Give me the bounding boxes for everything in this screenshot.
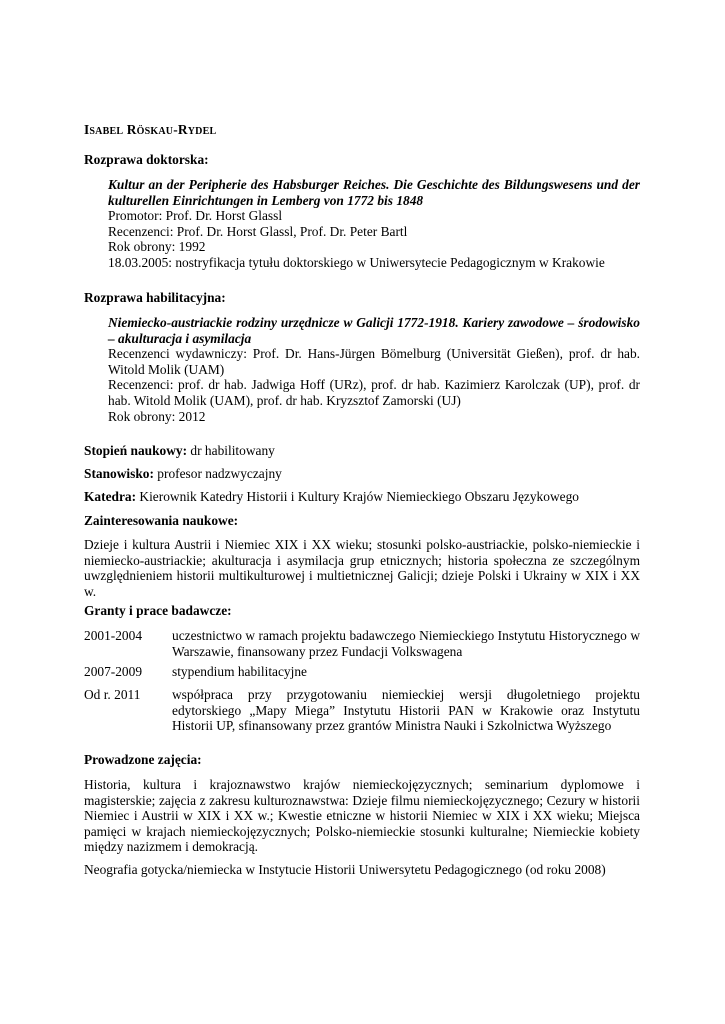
habilitation-publisher-reviewers: Recenzenci wydawniczy: Prof. Dr. Hans-Jürgen Bömelburg (Universität Gießen), prof. dr hab. Witold Molik (UAM) — [108, 346, 640, 377]
habilitation-reviewers: Recenzenci: prof. dr hab. Jadwiga Hoff (URz), prof. dr hab. Kazimierz Karolczak (UP), prof. dr hab. Witold Molik (UAM), prof. dr hab. Kryzsztof Zamorski (UJ) — [108, 377, 640, 408]
grant-date: 2001-2004 — [84, 628, 143, 643]
habilitation-section — [108, 315, 640, 424]
person-name: ISABEL RÖSKAU-RYDEL — [84, 122, 217, 137]
classes-text: Historia, kultura i krajoznawstwo krajów niemieckojęzycznych; seminarium dyplomowe i magisterskie; zajęcia z zakresu kulturoznawstwa: Dzieje filmu niemieckojęzycznego; Cezury w historii Niemiec i Austrii w XIX i XX w.; Kwestie etniczne w historii Niemiec w XIX i XX wieku; Miejsca pamięci w krajach niemieckojęzycznych; Polsko-niemieckie stosunki kulturalne; Niemieckie kobiety między nazizmem i demokracją. — [84, 777, 640, 855]
doctoral-promotor: Promotor: Prof. Dr. Horst Glassl — [108, 208, 283, 224]
grant-date: 2007-2009 — [84, 664, 143, 679]
habilitation-title: Niemiecko-austriackie rodziny urzędnicze w Galicji 1772-1918. Kariery zawodowe – środowisko – akulturacja i asymilacja — [108, 315, 640, 346]
doctoral-defense-year: Rok obrony: 1992 — [108, 239, 206, 255]
grant-text: stypendium habilitacyjne — [172, 664, 307, 679]
interests-heading: Zainteresowania naukowe: — [84, 513, 239, 528]
degree-value: dr habilitowany — [187, 443, 275, 458]
position-label: Stanowisko: — [84, 466, 154, 481]
department-line — [84, 489, 640, 505]
grant-text: współpraca przy przygotowaniu niemieckiej wersji długoletniego projektu edytorskiego „Mapy Miega” Instytutu Historii PAN w Krakowie oraz Instytutu Historii UP, sfinansowany przez grantów Ministra Nauki i Szkolnictwa Wyższego — [172, 687, 640, 734]
grant-date: Od r. 2011 — [84, 687, 141, 702]
doctoral-title: Kultur an der Peripherie des Habsburger Reiches. Die Geschichte des Bildungswesens und der kulturellen Einrichtungen in Lemberg von 1772 bis 1848 — [108, 177, 640, 208]
grant-text: uczestnictwo w ramach projektu badawczego Niemieckiego Instytutu Historycznego w Warszawie, finansowany przez Fundacji Volkswagena — [172, 628, 640, 659]
paleography-text: Neografia gotycka/niemiecka w Instytucie Historii Uniwersytetu Pedagogicznego (od roku 2008) — [84, 862, 606, 877]
doctoral-section — [108, 177, 640, 271]
classes-heading: Prowadzone zajęcia: — [84, 752, 202, 767]
doctoral-heading: Rozprawa doktorska: — [84, 152, 209, 167]
doctoral-reviewers: Recenzenci: Prof. Dr. Horst Glassl, Prof. Dr. Peter Bartl — [108, 223, 408, 239]
habilitation-heading: Rozprawa habilitacyjna: — [84, 290, 226, 305]
department-value: Kierownik Katedry Historii i Kultury Krajów Niemieckiego Obszaru Językowego — [136, 489, 579, 504]
position-value: profesor nadzwyczajny — [153, 466, 282, 481]
interests-text: Dzieje i kultura Austrii i Niemiec XIX i XX wieku; stosunki polsko-austriackie, polsko-niemieckie i niemiecko-austriackie; akulturacja i asymilacja grup etnicznych; historia społeczna ze szczególnym uwzględnieniem historii multikulturowej i multietnicznej Galicji; dzieje Polski i Ukrainy w XIX i XX w. — [84, 537, 640, 599]
habilitation-defense-year: Rok obrony: 2012 — [108, 408, 206, 424]
degree-label: Stopień naukowy: — [84, 443, 188, 458]
department-label: Katedra: — [84, 489, 137, 504]
doctoral-nostrification: 18.03.2005: nostryfikacja tytułu doktorskiego w Uniwersytecie Pedagogicznym w Krakowie — [108, 254, 605, 270]
position-line — [84, 466, 640, 482]
grants-heading: Granty i prace badawcze: — [84, 603, 232, 618]
degree-line — [84, 443, 640, 459]
